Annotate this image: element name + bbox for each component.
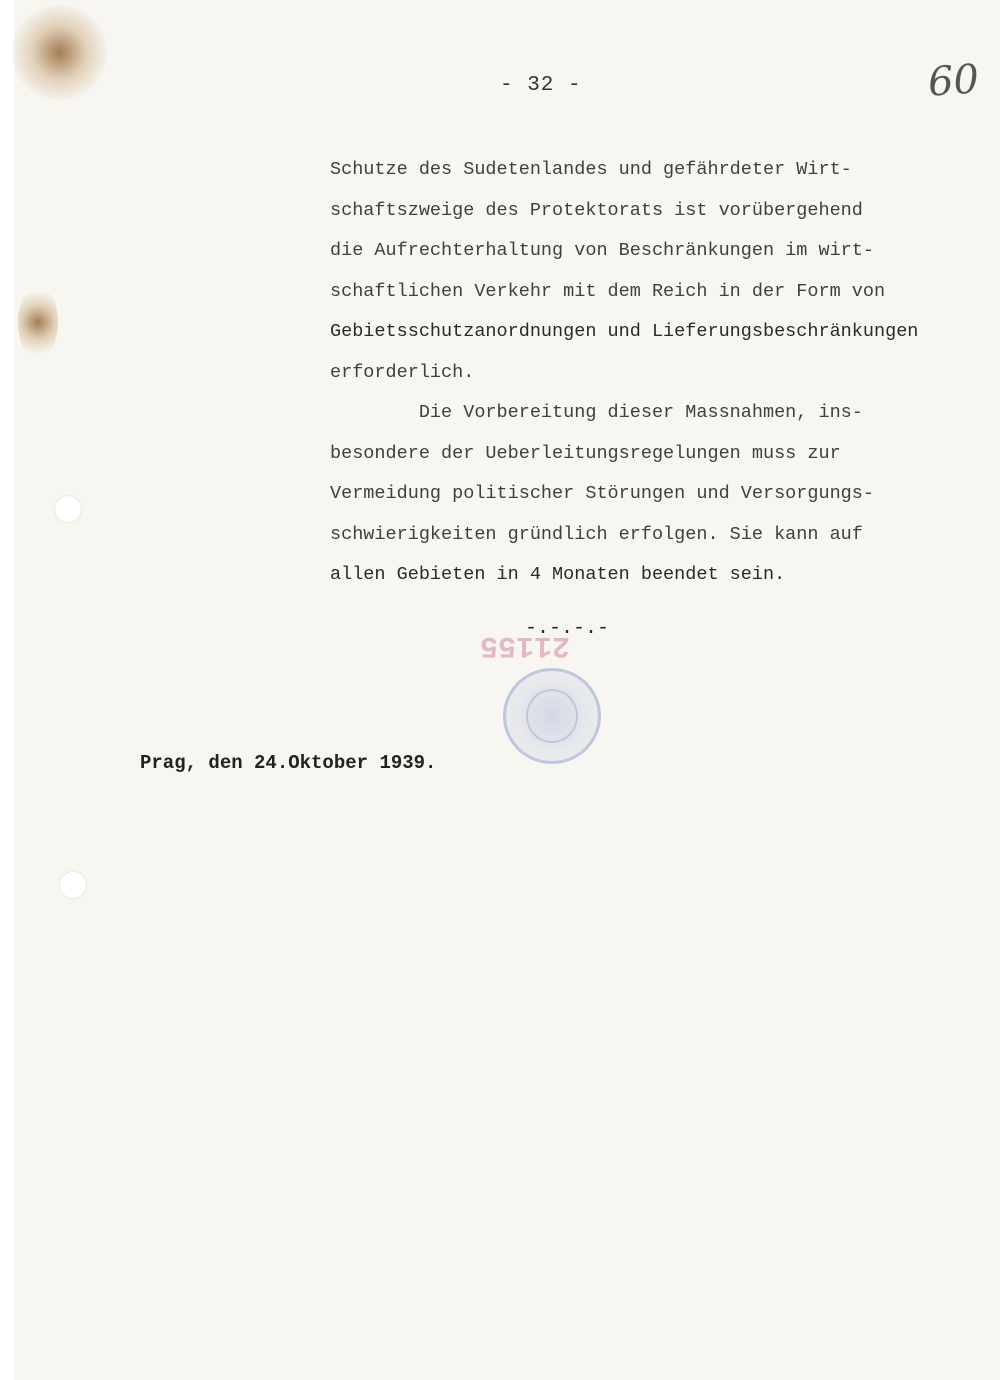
official-seal-stamp	[503, 668, 601, 764]
text-line: erforderlich.	[330, 361, 475, 383]
burn-mark	[18, 285, 58, 360]
text-line: schwierigkeiten gründlich erfolgen. Sie kann auf	[330, 523, 863, 545]
text-line: Vermeidung politischer Störungen und Versorgungs-	[330, 483, 874, 504]
handwritten-folio: 60	[926, 56, 981, 106]
text-line: Schutze des Sudetenlandes und gefährdeter Wirt-	[330, 159, 852, 180]
archive-stamp-number: 21155	[480, 628, 571, 662]
page-edge	[0, 0, 14, 1380]
text-line: allen Gebieten in 4 Monaten beendet sein.	[330, 564, 786, 585]
page-number: - 32 -	[500, 74, 582, 97]
section-separator: -.-.-.-	[525, 617, 610, 640]
punch-hole	[55, 496, 81, 522]
text-line: besondere der Ueberleitungsregelungen muss zur	[330, 442, 841, 464]
text-line: schaftlichen Verkehr mit dem Reich in der Form von	[330, 280, 886, 302]
text-line: schaftszweige des Protektorats ist vorübergehend	[330, 199, 863, 221]
burn-mark	[12, 5, 107, 100]
text-line: Die Vorbereitung dieser Massnahmen, ins-	[330, 402, 863, 423]
text-line: Gebietsschutzanordnungen und Lieferungsbeschränkungen	[330, 321, 919, 342]
text-line: die Aufrechterhaltung von Beschränkungen im wirt-	[330, 240, 874, 261]
body-text	[330, 150, 990, 596]
place-and-date: Prag, den 24.Oktober 1939.	[140, 752, 437, 774]
punch-hole	[60, 872, 86, 898]
